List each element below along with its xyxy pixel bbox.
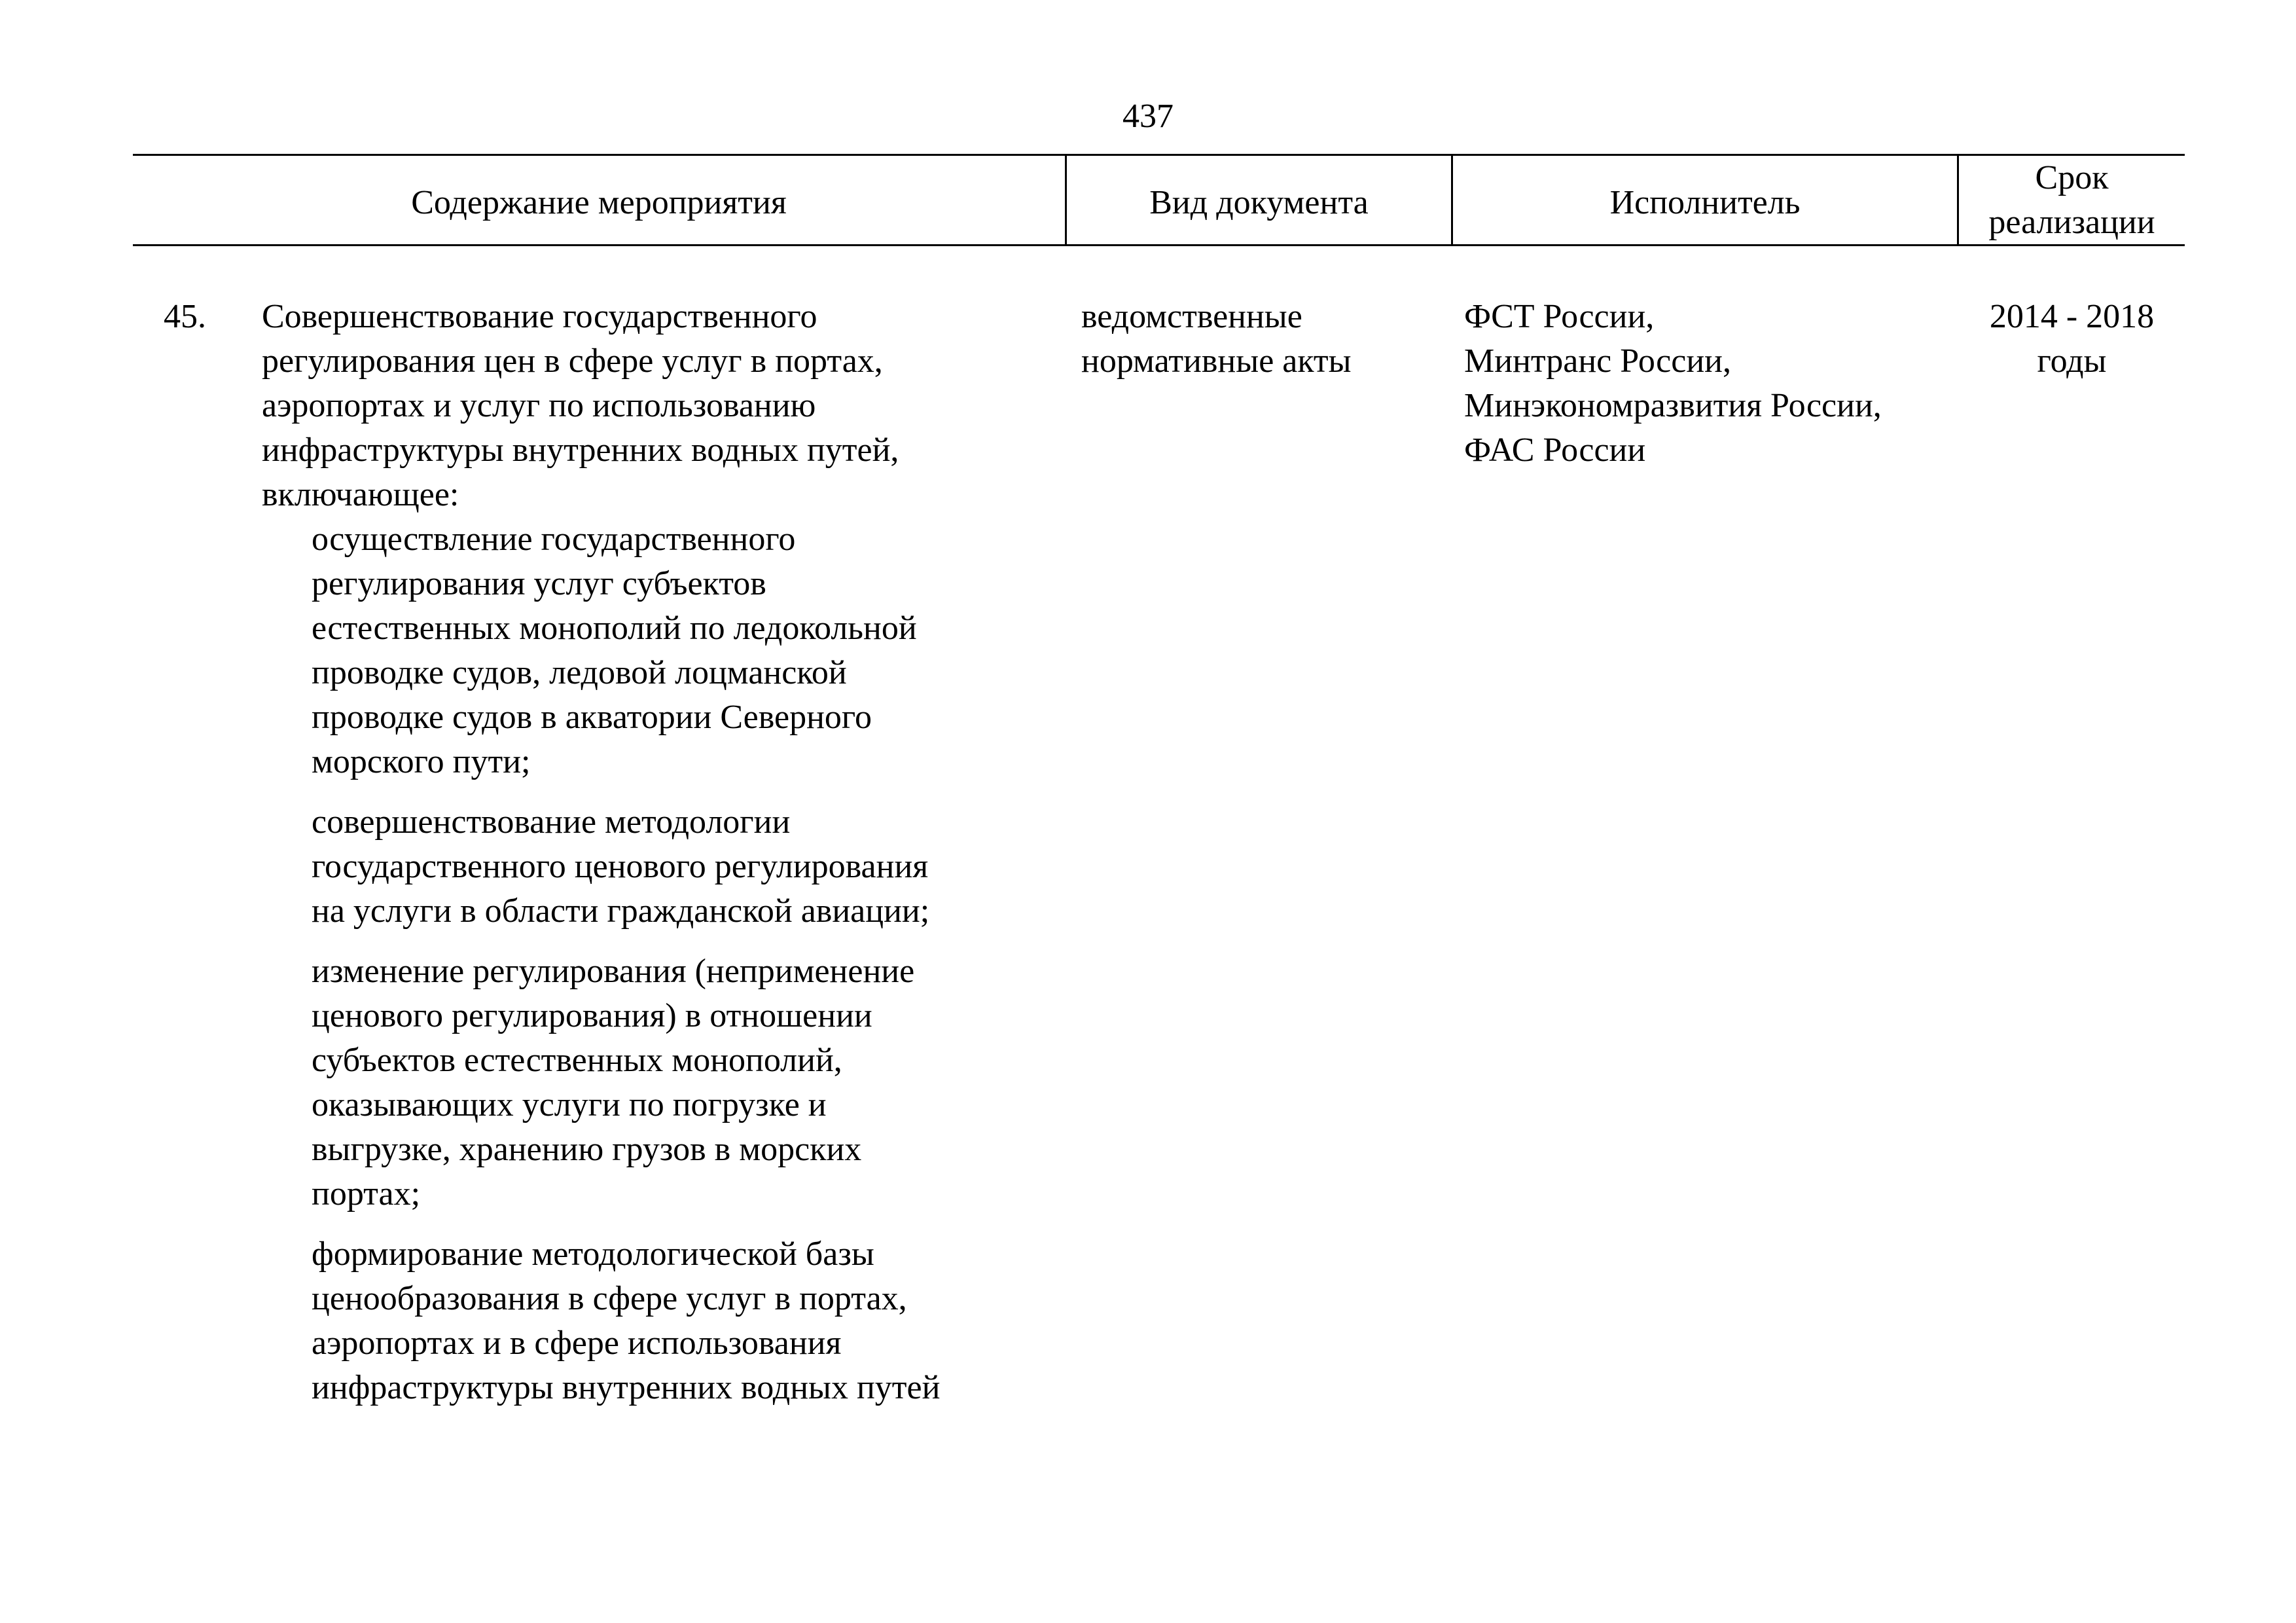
sub-item-line: оказывающих услуги по погрузке и [312,1086,827,1123]
sub-item-line: изменение регулирования (неприменение [312,953,915,990]
executor-line: ФАС России [1464,431,1646,469]
executor-line: ФСТ России, [1464,298,1655,335]
sub-item-line: проводке судов, ледовой лоцманской [312,654,847,691]
sub-item-line: ценового регулирования) в отношении [312,997,872,1034]
sub-item-line: проводке судов в акватории Северного [312,699,872,736]
row-executor [1464,295,1955,473]
term-line: годы [2037,342,2107,380]
sub-item-2 [312,800,1060,934]
doc-type-line: нормативные акты [1081,342,1352,380]
intro-line: Совершенствование государственного [262,298,817,335]
header-executor: Исполнитель [1609,184,1801,221]
header-term-line1: Срок [2035,159,2109,196]
sub-item-line: выгрузке, хранению грузов в морских [312,1131,862,1168]
row-intro [262,295,1060,517]
sub-item-line: осуществление государственного [312,520,796,558]
sub-item-line: ценообразования в сфере услуг в портах, [312,1280,907,1317]
header-doc-type: Вид документа [1149,184,1369,221]
sub-item-line: естественных монополий по ледокольной [312,610,917,647]
sub-item-3 [312,949,1060,1216]
sub-item-line: морского пути; [312,743,531,780]
sub-item-line: аэропортах и в сфере использования [312,1324,842,1362]
intro-line: регулирования цен в сфере услуг в портах, [262,342,883,380]
header-term-line2: реализации [1988,204,2155,241]
sub-item-1 [312,517,1060,784]
row-term [1959,295,2185,384]
intro-line: включающее: [262,476,459,513]
executor-line: Минтранс России, [1464,342,1731,380]
row-doc-type [1081,295,1448,384]
page-number: 437 [1122,98,1174,135]
sub-item-line: формирование методологической базы [312,1235,874,1273]
header-content: Содержание мероприятия [411,184,787,221]
sub-item-line: совершенствование методологии [312,803,791,841]
intro-line: аэропортах и услуг по использованию [262,387,816,424]
sub-items [312,517,1060,1410]
sub-item-line: субъектов естественных монополий, [312,1042,842,1079]
sub-item-line: регулирования услуг субъектов [312,565,766,602]
header-term [1959,156,2185,245]
sub-item-4 [312,1232,1060,1410]
header-bottom-border [133,244,2185,246]
sub-item-line: на услуги в области гражданской авиации; [312,892,930,930]
header-top-border [133,154,2185,156]
sub-item-line: портах; [312,1175,421,1213]
doc-type-line: ведомственные [1081,298,1302,335]
intro-line: инфраструктуры внутренних водных путей, [262,431,899,469]
sub-item-line: инфраструктуры внутренних водных путей [312,1369,941,1406]
row-number: 45. [164,298,206,335]
term-line: 2014 - 2018 [1989,298,2155,335]
sub-item-line: государственного ценового регулирования [312,848,929,885]
row-content [262,295,1060,1410]
executor-line: Минэкономразвития России, [1464,387,1882,424]
